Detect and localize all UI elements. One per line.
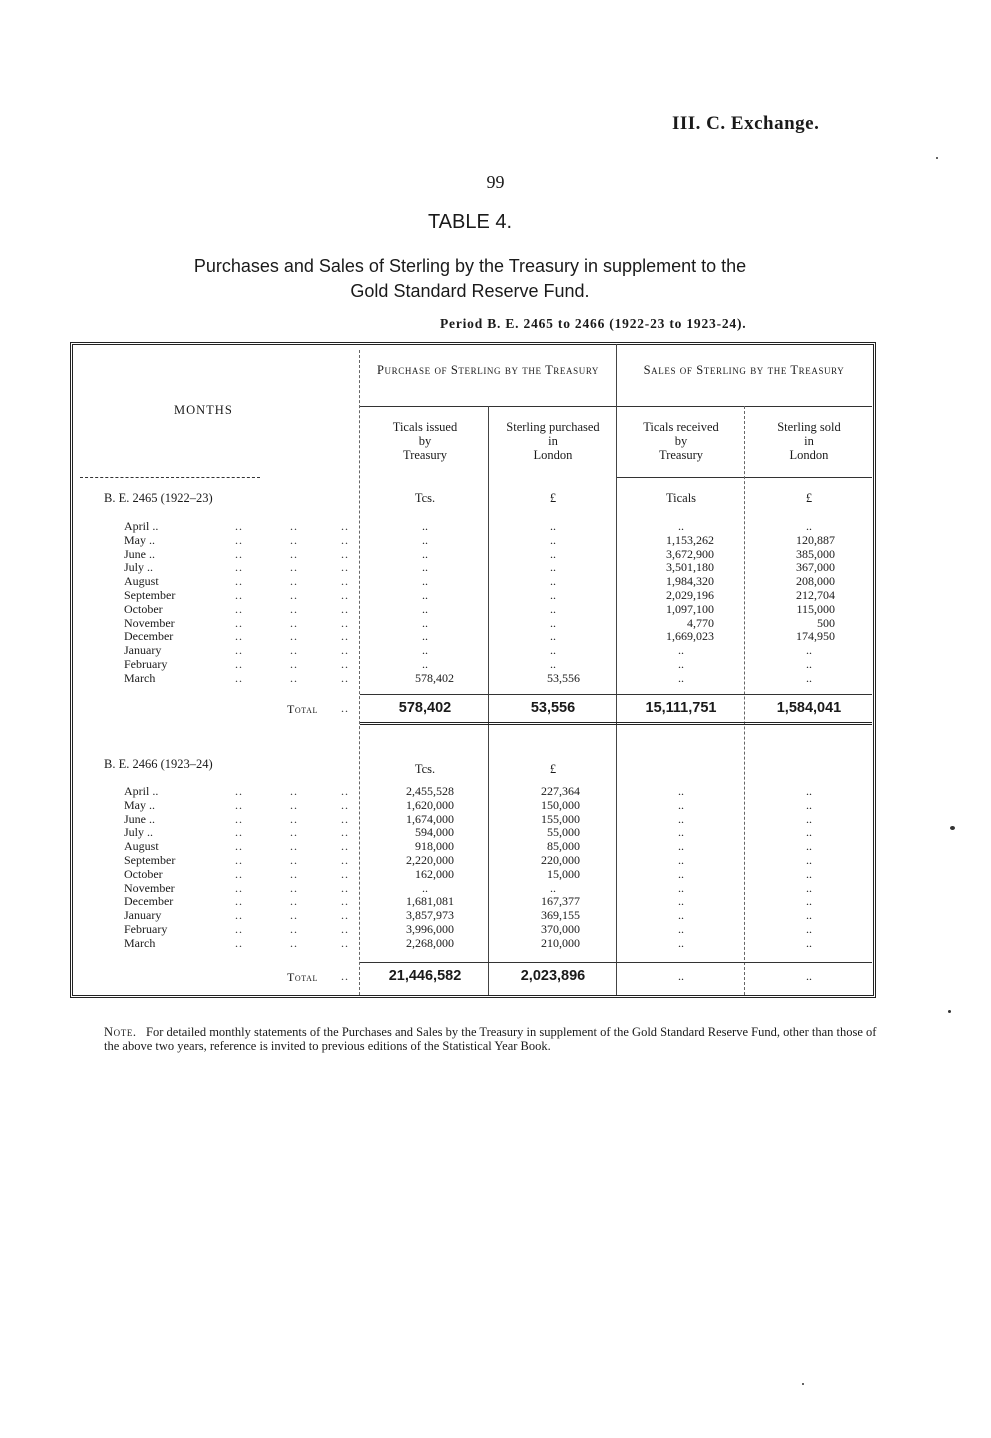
cell-ticals-issued: .. [422,601,428,616]
leader-dots: .. [235,657,243,671]
leader-dots: .. [341,588,349,602]
leader-dots: .. [341,657,349,671]
leader-dots: .. [341,574,349,589]
purchase-group-header: Purchase of Sterling by the Treasury [376,363,600,377]
cell-sterling-purchased: 155,000 [541,811,580,826]
row-month-label: November [124,880,175,895]
row-month-label: March [124,935,156,950]
months-header: MONTHS [174,403,233,417]
leader-dots: .. [290,574,298,589]
cell-sterling-purchased: 220,000 [541,853,580,867]
leader-dots: .. [341,519,349,533]
footnote-text: For detailed monthly statements of the Purchases and Sales by the Treasury in supplement of the Gold Standard Reserve Fund, other than those of the above two years, reference is invited to previous editions of the Statistical Year Book. [104,1025,877,1053]
row-month-label: February [124,657,168,671]
cell-ticals-received: 3,672,900 [666,546,714,561]
row-month-label: June .. [124,811,155,826]
leader-dots: .. [290,894,298,909]
cell-sterling-purchased: 15,000 [547,866,580,881]
cell-ticals-received: .. [678,866,684,881]
cell-ticals-received: .. [678,935,684,950]
col-header-sterling-sold: Sterling sold in London [777,420,841,462]
scan-speck [948,1010,951,1013]
cell-sterling-purchased: 370,000 [541,922,580,936]
leader-dots: .. [290,825,298,840]
cell-ticals-issued: .. [422,629,428,644]
row-month-label: January [124,643,162,658]
leader-dots: .. [341,560,349,575]
cell-ticals-received: 2,029,196 [666,588,714,602]
cell-ticals-issued: 2,268,000 [406,935,454,950]
cell-sterling-sold: 212,704 [796,588,835,602]
cell-sterling-sold: 385,000 [796,546,835,561]
cell-ticals-issued: .. [422,615,428,630]
scan-speck [950,826,955,830]
leader-dots: .. [235,853,243,867]
leader-dots: .. [290,935,298,950]
total-dots-2465: .. [341,701,349,715]
leader-dots: .. [290,784,298,798]
leader-dots: .. [341,894,349,909]
leader-dots: .. [235,546,243,561]
cell-sterling-sold: 208,000 [796,574,835,589]
leader-dots: .. [341,811,349,826]
leader-dots: .. [341,880,349,895]
leader-dots: .. [235,825,243,840]
cell-sterling-sold: .. [806,784,812,798]
subtitle-line-1: Purchases and Sales of Sterling by the Treasury in supplement to the [193,256,747,276]
table-title: TABLE 4. [427,211,513,233]
cell-ticals-issued: .. [422,519,428,533]
cell-ticals-received: .. [678,797,684,812]
cell-sterling-sold: .. [806,935,812,950]
leader-dots: .. [341,629,349,644]
cell-ticals-received: 1,097,100 [666,601,714,616]
cell-sterling-purchased: 150,000 [541,797,580,812]
total-label-2465: Total [287,702,319,716]
leader-dots: .. [341,908,349,923]
leader-dots: .. [235,894,243,909]
period-label-2465: B. E. 2465 (1922–23) [104,491,213,505]
cell-ticals-received: .. [678,657,684,671]
cell-sterling-purchased: 210,000 [541,935,580,950]
col-divider-months [359,350,360,995]
cell-sterling-purchased: 369,155 [541,908,580,923]
total-c4-2465: 1,584,041 [776,700,842,716]
cell-ticals-received: .. [678,825,684,840]
row-month-label: December [124,894,174,909]
cell-ticals-received: .. [678,839,684,854]
cell-ticals-received: .. [678,670,684,685]
cell-ticals-received: .. [678,853,684,867]
leader-dots: .. [341,532,349,547]
col-header-sterling-purchased: Sterling purchased in London [506,420,600,462]
cell-sterling-purchased: 167,377 [541,894,580,909]
cell-ticals-issued: .. [422,588,428,602]
col-divider-3-4 [744,406,745,995]
leader-dots: .. [341,839,349,854]
row-month-label: May .. [124,532,155,547]
cell-ticals-received: .. [678,894,684,909]
leader-dots: .. [341,643,349,658]
leader-dots: .. [235,643,243,658]
row-month-label: July .. [124,825,154,840]
cell-sterling-sold: .. [806,839,812,854]
total-label-2466: Total [287,970,319,984]
subtitle-line-2: Gold Standard Reserve Fund. [350,281,590,301]
total-c3-2465: 15,111,751 [645,700,717,716]
cell-sterling-purchased: .. [550,532,556,547]
row-month-label: August [124,839,159,854]
leader-dots: .. [341,601,349,616]
leader-dots: .. [290,588,298,602]
leader-dots: .. [341,825,349,840]
total-c2-2465: 53,556 [530,700,576,716]
row-month-label: December [124,629,174,644]
unit-c2-2466: £ [549,762,557,776]
leader-dots: .. [341,866,349,881]
total-rule-bottom-2465 [360,722,872,725]
cell-ticals-issued: 162,000 [415,866,454,881]
row-month-label: October [124,601,163,616]
total-c1-2465: 578,402 [398,700,452,716]
leader-dots: .. [341,922,349,936]
cell-sterling-sold: .. [806,894,812,909]
cell-sterling-sold: .. [806,825,812,840]
cell-ticals-issued: 594,000 [415,825,454,840]
row-month-label: May .. [124,797,155,812]
leader-dots: .. [235,880,243,895]
cell-ticals-received: .. [678,922,684,936]
leader-dots: .. [235,811,243,826]
col-divider-1-2 [488,406,489,995]
cell-ticals-issued: 1,674,000 [406,811,454,826]
row-month-label: November [124,615,175,630]
cell-ticals-issued: 3,857,973 [406,908,454,923]
period-label-2466: B. E. 2466 (1923–24) [104,757,213,771]
leader-dots: .. [290,922,298,936]
row-month-label: August [124,574,159,589]
leader-dots: .. [235,532,243,547]
leader-dots: .. [290,629,298,644]
unit-c1-2465: Tcs. [414,491,436,505]
total-c4-2466: .. [806,969,812,983]
cell-sterling-sold: .. [806,853,812,867]
cell-ticals-received: .. [678,784,684,798]
cell-sterling-purchased: 227,364 [541,784,580,798]
total-rule-top-2465 [360,694,872,695]
leader-dots: .. [290,670,298,685]
cell-sterling-purchased: .. [550,657,556,671]
leader-dots: .. [235,588,243,602]
cell-ticals-received: .. [678,811,684,826]
footnote [104,1025,884,1053]
leader-dots: .. [341,935,349,950]
leader-dots: .. [341,797,349,812]
cell-sterling-purchased: .. [550,601,556,616]
cell-sterling-sold: 500 [817,615,835,630]
cell-ticals-received: 1,669,023 [666,629,714,644]
leader-dots: .. [235,615,243,630]
cell-ticals-issued: .. [422,880,428,895]
cell-ticals-issued: .. [422,574,428,589]
cell-ticals-received: 1,984,320 [666,574,714,589]
cell-ticals-issued: .. [422,643,428,658]
row-month-label: January [124,908,162,923]
leader-dots: .. [235,839,243,854]
unit-c3-2465: Ticals [665,491,697,505]
leader-dots: .. [235,574,243,589]
leader-dots: .. [341,784,349,798]
leader-dots: .. [235,922,243,936]
cell-sterling-sold: .. [806,908,812,923]
cell-sterling-sold: 174,950 [796,629,835,644]
cell-sterling-sold: .. [806,797,812,812]
cell-sterling-purchased: .. [550,588,556,602]
cell-ticals-received: 1,153,262 [666,532,714,547]
cell-sterling-sold: .. [806,880,812,895]
cell-ticals-issued: 2,220,000 [406,853,454,867]
sales-group-header: Sales of Sterling by the Treasury [643,363,845,377]
cell-sterling-sold: 120,887 [796,532,835,547]
leader-dots: .. [290,866,298,881]
cell-sterling-purchased: .. [550,546,556,561]
cell-ticals-received: .. [678,519,684,533]
leader-dots: .. [290,880,298,895]
total-c3-2466: .. [678,969,684,983]
cell-ticals-issued: .. [422,532,428,547]
row-month-label: July .. [124,560,154,575]
row-month-label: June .. [124,546,155,561]
cell-sterling-sold: .. [806,519,812,533]
cell-sterling-sold: .. [806,866,812,881]
cell-sterling-purchased: 53,556 [547,670,580,685]
unit-c2-2465: £ [549,491,557,505]
leader-dots: .. [235,935,243,950]
cell-sterling-purchased: .. [550,519,556,533]
col-header-ticals-received: Ticals received by Treasury [643,420,719,462]
cell-ticals-issued: 3,996,000 [406,922,454,936]
cell-sterling-purchased: .. [550,880,556,895]
leader-dots: .. [290,643,298,658]
leader-dots: .. [290,853,298,867]
leader-dots: .. [235,560,243,575]
cell-sterling-purchased: .. [550,615,556,630]
leader-dots: .. [235,601,243,616]
cell-ticals-received: .. [678,643,684,658]
table-subtitle [80,254,860,304]
row-month-label: September [124,853,176,867]
leader-dots: .. [235,797,243,812]
cell-ticals-received: .. [678,880,684,895]
leader-dots: .. [290,839,298,854]
leader-dots: .. [290,657,298,671]
leader-dots: .. [341,615,349,630]
cell-sterling-purchased: 85,000 [547,839,580,854]
row-month-label: February [124,922,168,936]
cell-ticals-issued: 578,402 [415,670,454,685]
footnote-label: Note. [104,1025,137,1039]
cell-ticals-issued: 918,000 [415,839,454,854]
row-month-label: October [124,866,163,881]
leader-dots: .. [290,601,298,616]
cell-sterling-sold: 367,000 [796,560,835,575]
leader-dots: .. [235,629,243,644]
leader-dots: .. [290,797,298,812]
leader-dots: .. [235,866,243,881]
total-rule-top-2466 [360,962,872,963]
cell-sterling-sold: 115,000 [796,601,835,616]
leader-dots: .. [235,519,243,533]
leader-dots: .. [290,560,298,575]
cell-sterling-purchased: .. [550,574,556,589]
unit-c1-2466: Tcs. [414,762,436,776]
col-header-ticals-issued: Ticals issued by Treasury [392,420,458,462]
unit-c4-2465: £ [805,491,813,505]
cell-sterling-sold: .. [806,657,812,671]
leader-dots: .. [235,784,243,798]
cell-sterling-purchased: .. [550,629,556,644]
cell-ticals-issued: 2,455,528 [406,784,454,798]
section-header: III. C. Exchange. [672,113,820,134]
header-bottom-rule [80,477,260,478]
cell-sterling-purchased: .. [550,643,556,658]
cell-sterling-sold: .. [806,922,812,936]
period-caption: Period B. E. 2465 to 2466 (1922-23 to 1923-24). [440,316,747,331]
leader-dots: .. [290,546,298,561]
cell-sterling-sold: .. [806,643,812,658]
row-month-label: April .. [124,784,159,798]
row-month-label: September [124,588,176,602]
cell-ticals-received: .. [678,908,684,923]
leader-dots: .. [341,853,349,867]
cell-sterling-sold: .. [806,670,812,685]
leader-dots: .. [290,908,298,923]
row-month-label: April .. [124,519,159,533]
leader-dots: .. [235,908,243,923]
cell-ticals-issued: 1,620,000 [406,797,454,812]
col-divider-2-3 [616,344,617,995]
leader-dots: .. [235,670,243,685]
cell-sterling-purchased: 55,000 [547,825,580,840]
leader-dots: .. [290,811,298,826]
leader-dots: .. [290,532,298,547]
cell-ticals-issued: .. [422,560,428,575]
leader-dots: .. [341,546,349,561]
cell-ticals-issued: .. [422,657,428,671]
cell-ticals-issued: 1,681,081 [406,894,454,909]
scan-speck [802,1383,804,1385]
page-number: 99 [486,172,505,192]
cell-sterling-purchased: .. [550,560,556,575]
scan-speck [936,157,938,159]
cell-ticals-received: 3,501,180 [666,560,714,575]
total-c1-2466: 21,446,582 [388,968,462,984]
cell-ticals-received: 4,770 [687,615,714,630]
cell-sterling-sold: .. [806,811,812,826]
leader-dots: .. [290,615,298,630]
row-month-label: March [124,670,156,685]
total-c2-2466: 2,023,896 [520,968,586,984]
total-dots-2466: .. [341,969,349,983]
cell-ticals-issued: .. [422,546,428,561]
leader-dots: .. [341,670,349,685]
leader-dots: .. [290,519,298,533]
